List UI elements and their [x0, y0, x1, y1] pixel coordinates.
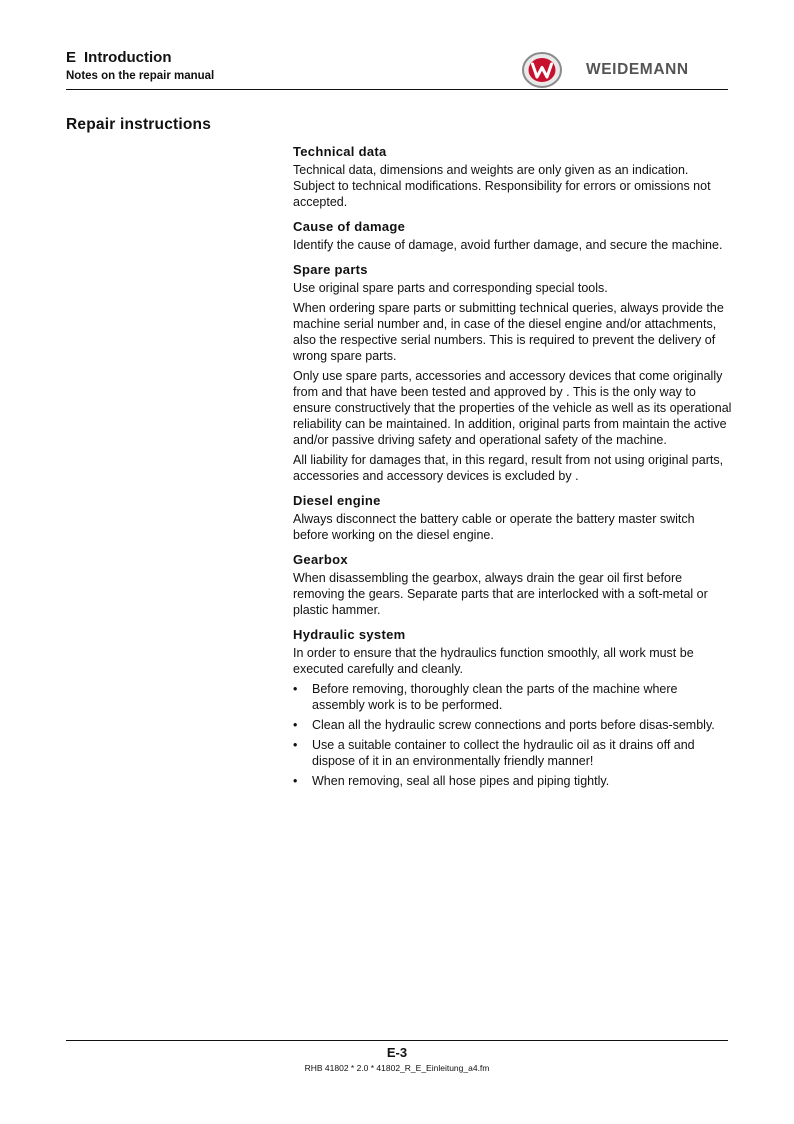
paragraph: When ordering spare parts or submitting technical queries, always provide the machine serial number and, in case of the diesel engine and/or attachments, also the respective serial numbers. This is required to prevent the delivery of wrong spare parts. [293, 301, 724, 363]
section-title: Repair instructions [66, 116, 212, 133]
bullet-list [293, 681, 733, 789]
section-heading: Gearbox [293, 552, 348, 567]
header-divider [66, 89, 728, 90]
paragraph: In order to ensure that the hydraulics function smoothly, all work must be executed carefully and cleanly. [293, 646, 694, 676]
list-item: • Clean all the hydraulic screw connections and ports before disas-sembly. [293, 718, 715, 732]
paragraph: Identify the cause of damage, avoid further damage, and secure the machine. [293, 238, 723, 252]
paragraph: Only use spare parts, accessories and accessory devices that come originally from and that have been tested and approved by . This is the only way to ensure constructively that the properties of the vehicle as well as its operational reliability can be maintained. In addition, original parts from maintain the active and/or passive driving safety and operational safety of the machine. [293, 369, 732, 447]
section-cause-of-damage [293, 219, 733, 253]
footer-divider [66, 1040, 728, 1041]
chapter-title [66, 49, 214, 67]
list-item: • Before removing, thoroughly clean the parts of the machine where assembly work is to be performed. [293, 682, 678, 712]
page-header [66, 49, 214, 82]
section-heading: Hydraulic system [293, 627, 406, 642]
paragraph: Technical data, dimensions and weights are only given as an indication. Subject to technical modifications. Responsibility for errors or omissions not accepted. [293, 163, 711, 209]
list-item-text: Before removing, thoroughly clean the parts of the machine where assembly work is to be performed. [312, 682, 678, 712]
chapter-letter: E [66, 49, 77, 66]
section-spare-parts [293, 262, 733, 484]
list-item: • When removing, seal all hose pipes and piping tightly. [293, 774, 610, 788]
paragraph: Use original spare parts and corresponding special tools. [293, 281, 608, 295]
section-technical-data [293, 144, 733, 210]
list-item-text: When removing, seal all hose pipes and piping tightly. [312, 774, 610, 788]
section-gearbox [293, 552, 733, 618]
paragraph: Always disconnect the battery cable or operate the battery master switch before working on the diesel engine. [293, 512, 695, 542]
section-heading: Spare parts [293, 262, 368, 277]
content-column [293, 144, 733, 798]
brand-name: WEIDEMANN [586, 61, 689, 78]
list-item-text: Clean all the hydraulic screw connections and ports before disas-sembly. [312, 718, 715, 732]
page-subtitle: Notes on the repair manual [66, 70, 215, 82]
brand-logo [522, 52, 689, 88]
paragraph: When disassembling the gearbox, always drain the gear oil first before removing the gears. Separate parts that are interlocked with a soft-metal or plastic hammer. [293, 571, 708, 617]
weidemann-logo-icon [522, 52, 562, 88]
section-heading: Technical data [293, 144, 387, 159]
section-hydraulic-system [293, 627, 733, 789]
section-diesel-engine [293, 493, 733, 543]
page-number: E-3 [386, 1045, 408, 1060]
section-heading: Diesel engine [293, 493, 381, 508]
section-heading: Cause of damage [293, 219, 406, 234]
chapter-name: Introduction [84, 49, 172, 66]
footer-reference: RHB 41802 * 2.0 * 41802_R_E_Einleitung_a4.fm [304, 1063, 490, 1073]
list-item-text: Use a suitable container to collect the hydraulic oil as it drains off and dispose of it in an environmentally friendly manner! [312, 738, 695, 768]
paragraph: All liability for damages that, in this regard, result from not using original parts, accessories and accessory devices is excluded by . [293, 453, 724, 483]
list-item: • Use a suitable container to collect the hydraulic oil as it drains off and dispose of it in an environmentally friendly manner! [293, 738, 695, 768]
